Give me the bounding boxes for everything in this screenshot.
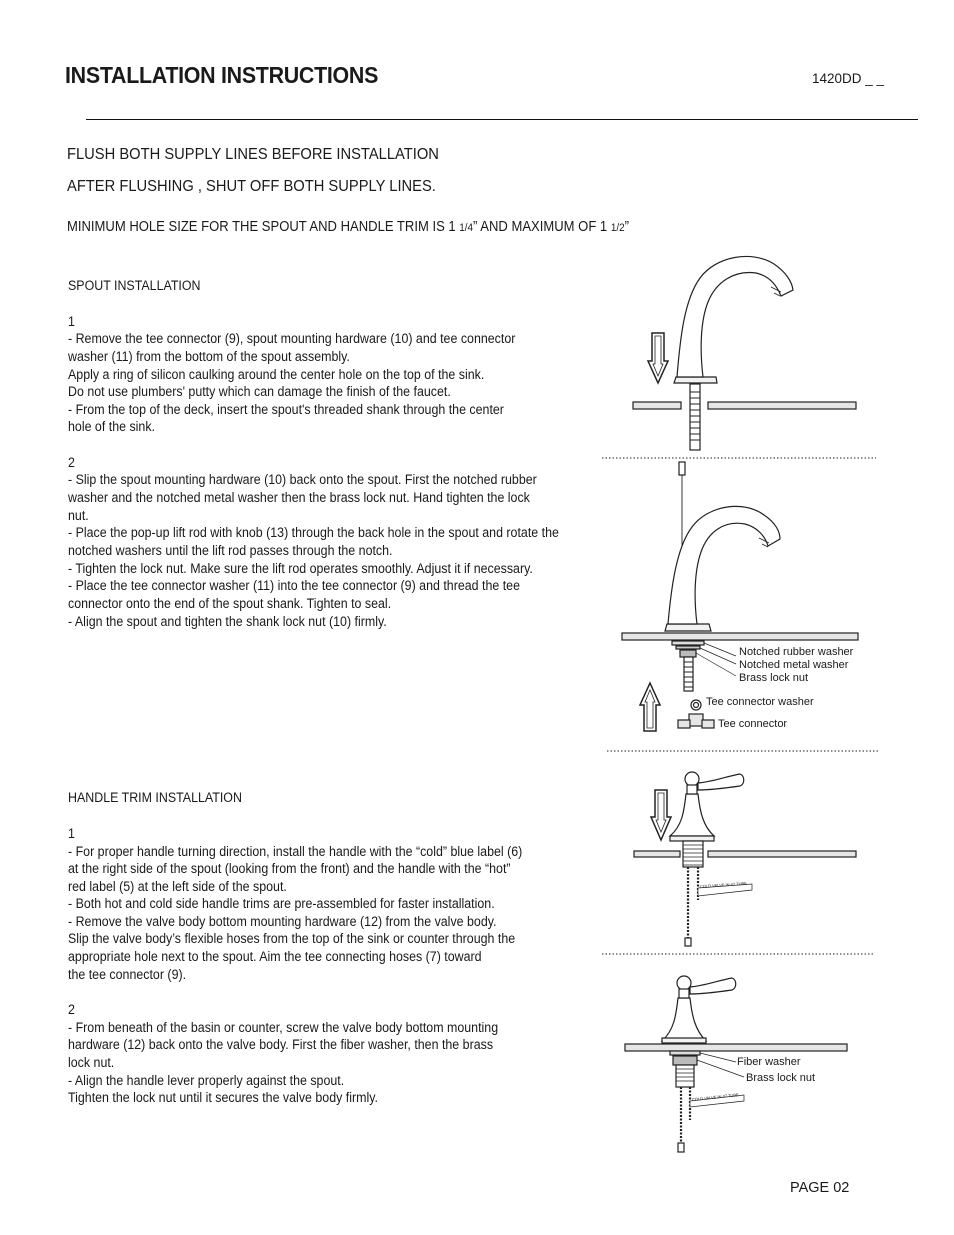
- notched-metal-washer: [676, 646, 700, 649]
- spout-step2-line: - Slip the spout mounting hardware (10) back onto the spout. First the notched rubber: [68, 472, 537, 487]
- spout-step2-line: - Place the tee connector washer (11) into the tee connector (9) and thread the tee: [68, 578, 520, 593]
- label-tee-connector: Tee connector: [718, 718, 788, 730]
- spout-step2-line: washer and the notched metal washer then the brass lock nut. Hand tighten the lock: [68, 490, 530, 505]
- deck-right: [708, 402, 856, 409]
- spout-insertion-diagram: [633, 256, 856, 450]
- spout-step1-line: Do not use plumbers' putty which can damage the finish of the faucet.: [68, 384, 451, 399]
- handle-step1-line: Slip the valve body’s flexible hoses from the top of the sink or counter through the: [68, 931, 516, 946]
- brass-lock-nut: [673, 1056, 697, 1065]
- brass-lock-nut: [680, 650, 696, 657]
- handle-hardware-diagram: [625, 976, 847, 1152]
- min-hole-text-a: MINIMUM HOLE SIZE FOR THE SPOUT AND HANDLE TRIM IS 1: [67, 219, 460, 235]
- spout-step2-line: notched washers until the lift rod passes through the notch.: [68, 543, 393, 558]
- min-hole-text-c: ”: [624, 219, 629, 235]
- handle-step2-line: Tighten the lock nut until it secures the valve body firmly.: [68, 1090, 378, 1105]
- spout-hardware-diagram: [622, 462, 858, 731]
- handle-step1-number: 1: [68, 826, 75, 841]
- flush-note: FLUSH BOTH SUPPLY LINES BEFORE INSTALLATION: [67, 146, 439, 163]
- spout-step2-line: - Align the spout and tighten the shank lock nut (10) firmly.: [68, 614, 387, 629]
- deck-left: [633, 402, 681, 409]
- spout-step1-line: hole of the sink.: [68, 419, 155, 434]
- spout-step2-number: 2: [68, 455, 75, 470]
- handle-knob: [685, 772, 699, 786]
- spout-body: [677, 256, 793, 377]
- label-fiber-washer: Fiber washer: [737, 1056, 801, 1068]
- handle-step1-line: - For proper handle turning direction, install the handle with the “cold” blue label (6): [68, 844, 523, 859]
- handle-step1-line: - Both hot and cold side handle trims are pre-assembled for faster installation.: [68, 896, 495, 911]
- label-notched-metal-washer: Notched metal washer: [739, 659, 849, 671]
- min-hole-fraction-2: 1/2: [610, 222, 625, 234]
- deck: [622, 633, 858, 640]
- spout-step1-line: Apply a ring of silicon caulking around the center hole on the top of the sink.: [68, 367, 485, 382]
- spout-step2-line: - Tighten the lock nut. Make sure the lift rod operates smoothly. Adjust it if necessary.: [68, 561, 533, 576]
- spout-step1-number: 1: [68, 314, 75, 329]
- min-hole-fraction-1: 1/4: [459, 222, 474, 234]
- handle-step2-number: 2: [68, 1002, 75, 1017]
- handle-step1-line: the tee connector (9).: [68, 967, 187, 982]
- spout-base: [674, 377, 717, 383]
- model-number: 1420DD _ _: [812, 71, 885, 86]
- hose-tag-label: COLD VALVE IN #7 TUBE: [699, 880, 747, 889]
- handle-step1-line: - Remove the valve body bottom mounting hardware (12) from the valve body.: [68, 914, 497, 929]
- notched-rubber-washer: [672, 641, 704, 645]
- handle-step2-line: lock nut.: [68, 1055, 115, 1070]
- fiber-washer: [670, 1051, 700, 1055]
- handle-insertion-diagram: [634, 772, 856, 946]
- tee-connector-icon: [689, 714, 703, 726]
- tee-washer-icon: [691, 700, 701, 710]
- spout-heading: SPOUT INSTALLATION: [68, 278, 201, 293]
- spout-step2-line: connector onto the end of the spout shank. Tighten to seal.: [68, 596, 392, 611]
- min-hole-text-b: ” AND MAXIMUM OF 1: [473, 219, 611, 235]
- handle-heading: HANDLE TRIM INSTALLATION: [68, 790, 242, 805]
- spout-step1-line: washer (11) from the bottom of the spout assembly.: [68, 349, 350, 364]
- hose-tag-label: COLD VALVE IN #7 TUBE: [691, 1092, 739, 1102]
- handle-step2-line: hardware (12) back onto the valve body. First the fiber washer, then the brass: [68, 1037, 494, 1052]
- handle-step1-line: at the right side of the spout (looking from the front) and the handle with the “hot”: [68, 861, 511, 876]
- label-tee-connector-washer: Tee connector washer: [706, 696, 814, 708]
- handle-step2-line: - Align the handle lever properly against the spout.: [68, 1073, 345, 1088]
- escutcheon: [670, 794, 714, 836]
- page-number: PAGE 02: [790, 1180, 850, 1196]
- label-brass-lock-nut: Brass lock nut: [739, 672, 809, 684]
- page-title: INSTALLATION INSTRUCTIONS: [65, 62, 379, 88]
- spout-step2-line: - Place the pop-up lift rod with knob (13) through the back hole in the spout and rotate the: [68, 525, 559, 540]
- handle-step1-line: appropriate hole next to the spout. Aim the tee connecting hoses (7) toward: [68, 949, 482, 964]
- spout-step1-line: - Remove the tee connector (9), spout mounting hardware (10) and tee connector: [68, 331, 516, 346]
- spout-step2-line: nut.: [68, 508, 89, 523]
- spout-body: [668, 506, 780, 624]
- shutoff-note: AFTER FLUSHING , SHUT OFF BOTH SUPPLY LINES.: [67, 178, 436, 195]
- spout-step1-line: - From the top of the deck, insert the spout's threaded shank through the center: [68, 402, 504, 417]
- label-brass-lock-nut: Brass lock nut: [746, 1072, 816, 1084]
- handle-lever: [698, 774, 744, 790]
- handle-step1-line: red label (5) at the left side of the spout.: [68, 879, 287, 894]
- label-notched-rubber-washer: Notched rubber washer: [739, 646, 854, 658]
- handle-step2-line: - From beneath of the basin or counter, screw the valve body bottom mounting: [68, 1020, 499, 1035]
